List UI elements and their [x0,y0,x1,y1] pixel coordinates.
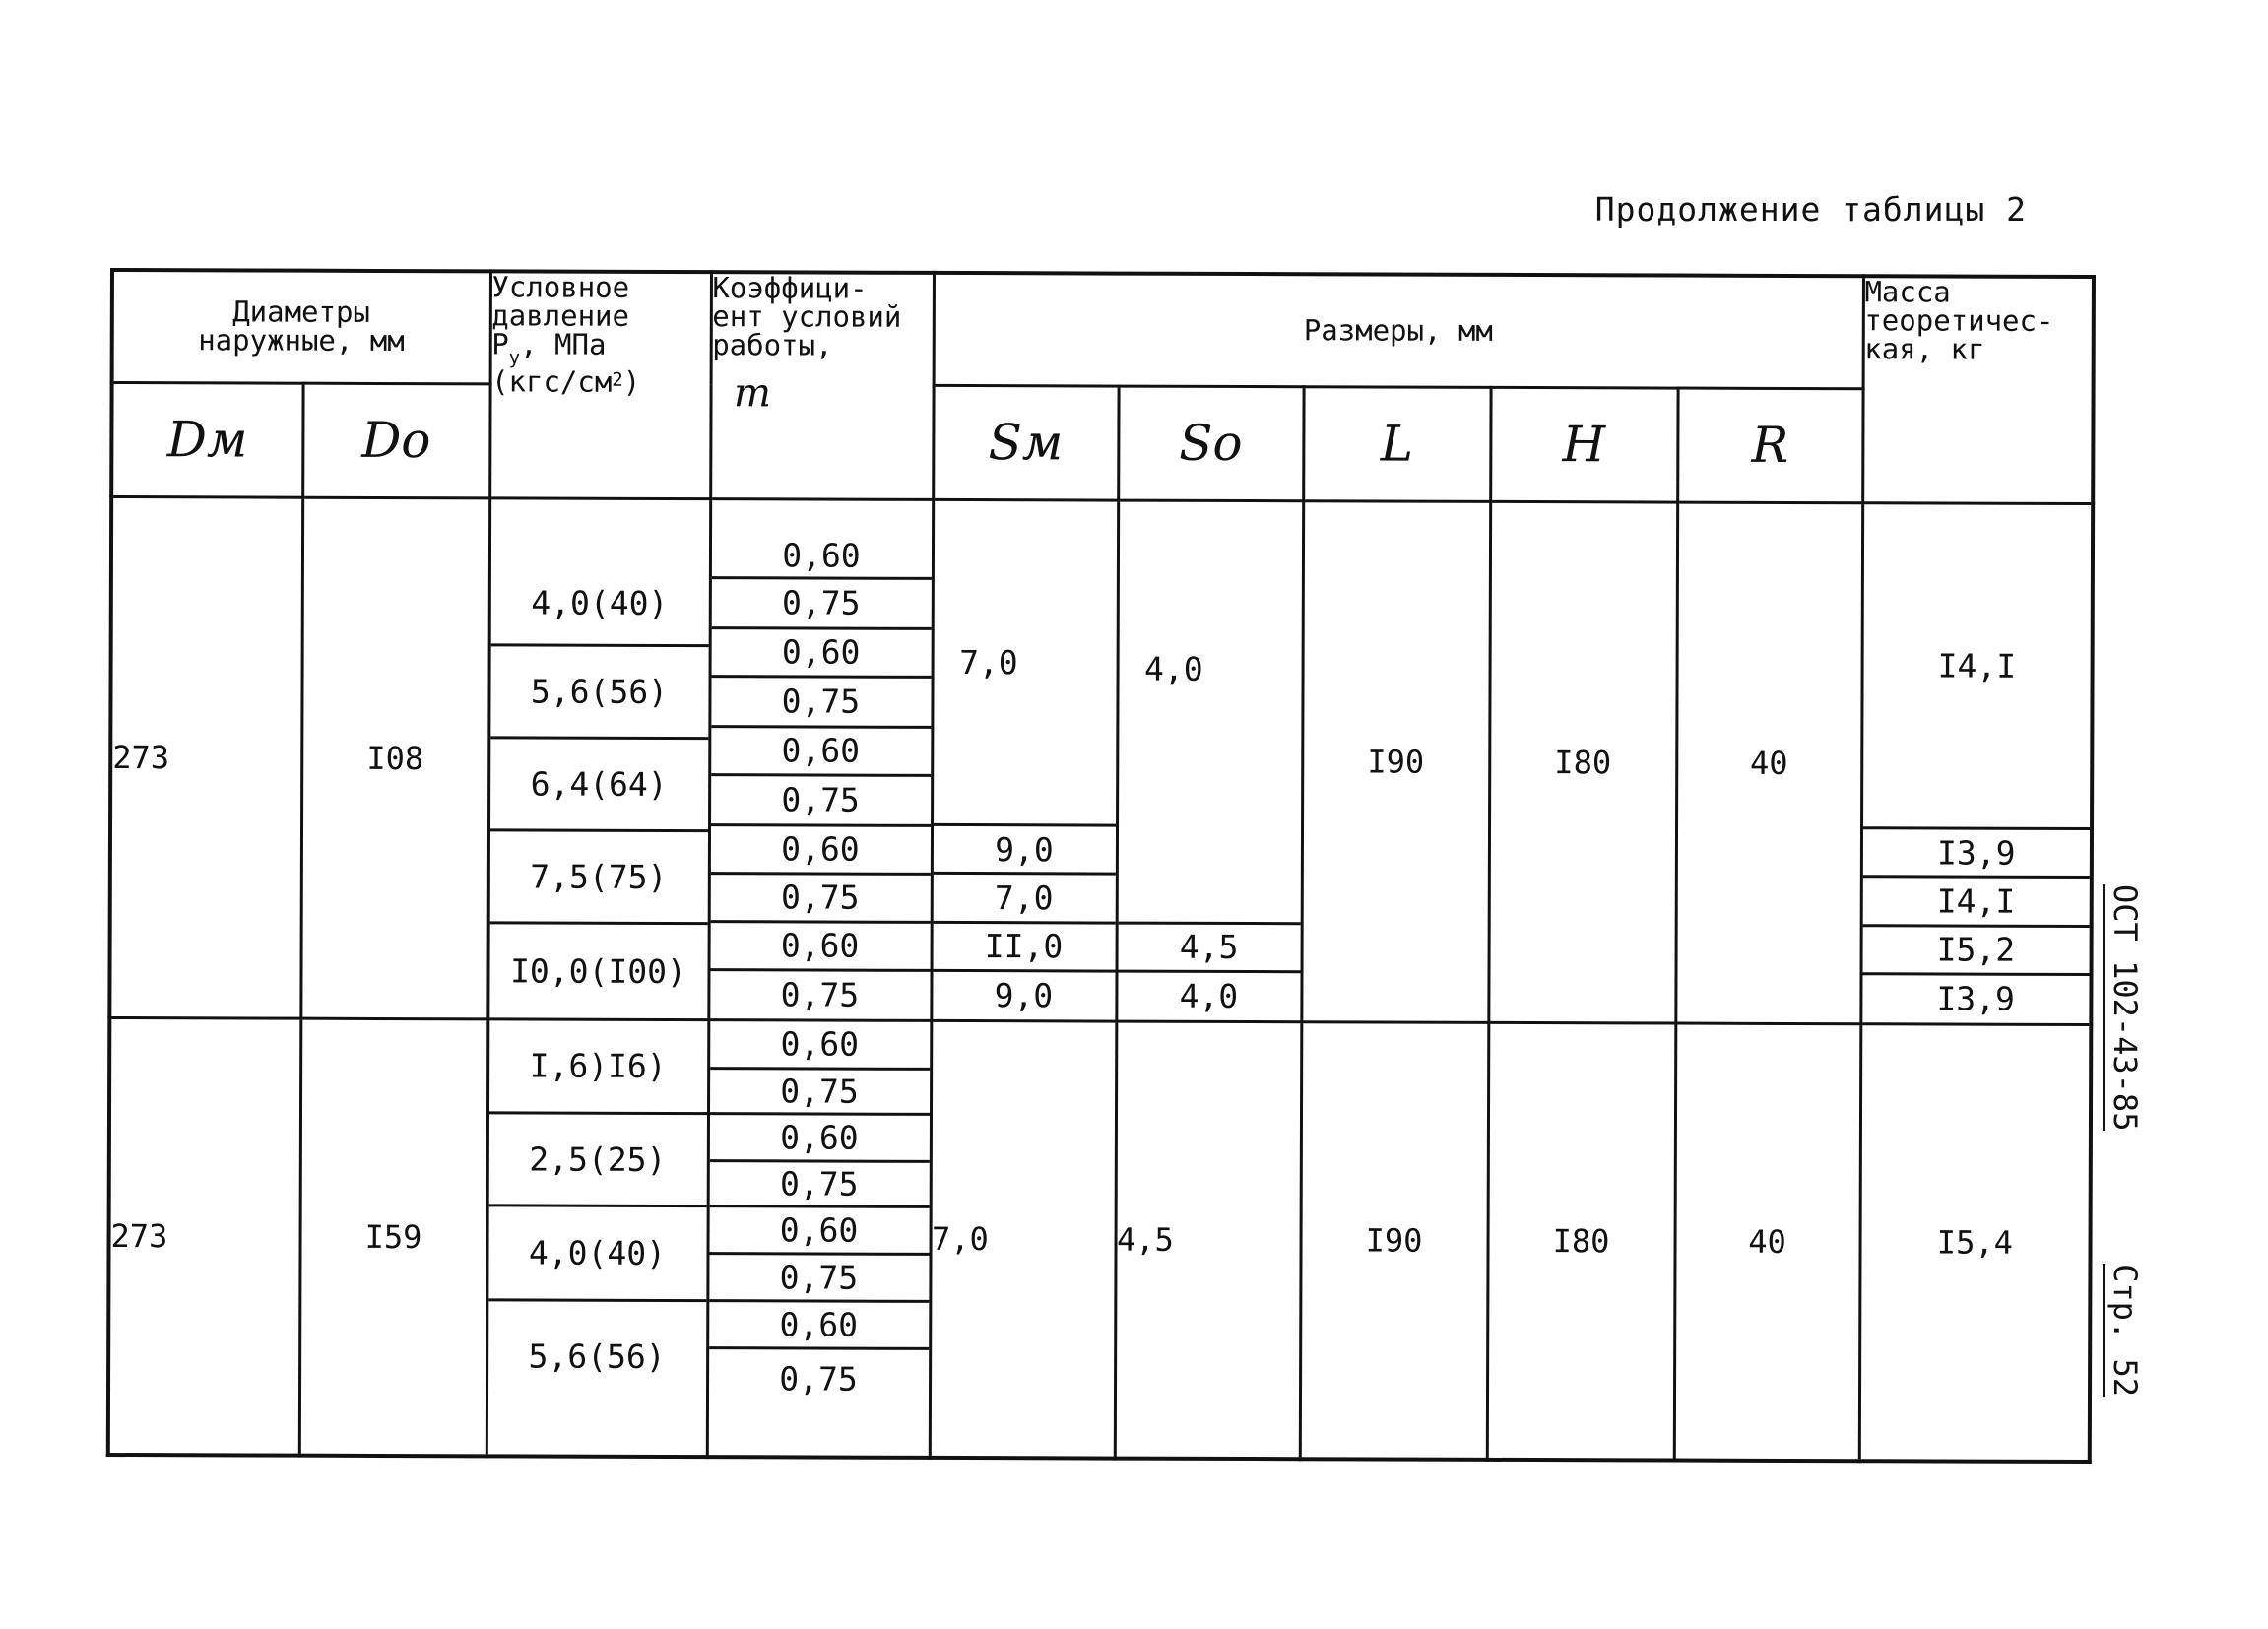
coefficient-symbol: m [733,370,772,417]
group1-r: 40 [1675,502,1862,1024]
header-do: Dо [302,383,489,498]
header-coefficient: Коэффици- ент условий работы, m [710,272,934,499]
group1-pressures [487,497,710,1019]
group1-sm [931,499,1118,1021]
pressure-cell: 6,4(64) [490,738,708,831]
coef-cell: 0,75 [779,1359,858,1399]
header-dm: Dм [111,382,302,497]
table-container [106,268,2092,1441]
sm-cell: 7,0 [934,500,1117,825]
group1-h: I80 [1488,501,1677,1023]
page-number: Стр. 52 [2103,1264,2144,1397]
header-sizes: Размеры, мм [934,273,1863,388]
coef-cell: 0,75 [710,874,930,923]
so-cell: 4,5 [1118,923,1300,972]
sm-cell: II,0 [933,922,1115,971]
header-pressure: Условное давление $Р_у$, МПа $(кгс/см^2)$ [489,271,711,498]
mass-cell: I5,2 [1862,925,2090,974]
pressure-cell: 2,5(25) [488,1113,706,1206]
standard-code: ОСТ 102-43-85 [2103,884,2144,1131]
mass-cell: I4,I [1862,877,2090,926]
group1-so [1116,500,1303,1022]
header-so: Sо [1118,386,1303,501]
coef-cell: 0,60 [710,825,930,875]
mass-cell: I3,9 [1936,979,2016,1018]
pressure-cell: 5,6(56) [490,645,708,739]
pressure-cell: 7,5(75) [489,830,707,924]
coef-cell: 0,75 [710,1069,930,1115]
group2-h: I80 [1487,1022,1676,1460]
so-cell: 4,0 [1118,501,1301,923]
coef-cell: 0,75 [711,676,931,727]
group2-pressures [486,1018,709,1456]
coef-cell: 0,60 [710,922,930,971]
group1-l: I90 [1301,500,1490,1022]
table-caption: Продолжение таблицы 2 [1594,190,2027,228]
coef-cell: 0,60 [711,727,931,776]
coef-cell: 0,60 [709,1301,929,1349]
document-code-label [2102,884,2145,1397]
sm-cell: 9,0 [933,825,1115,875]
header-h: H [1490,387,1677,502]
table-row [108,1017,2092,1462]
group2-dm: 273 [108,1017,301,1455]
pressure-cell: I,6)I6) [489,1020,707,1114]
header-sm: Sм [933,385,1118,500]
header-r: R [1677,388,1862,503]
group2-coefficients [707,1019,932,1457]
group1-mass [1860,502,2093,1024]
coef-cell: 0,60 [709,1206,929,1255]
group2-r: 40 [1674,1023,1861,1461]
group2-do: I59 [299,1018,488,1456]
group2-so: 4,5 [1115,1021,1302,1459]
coef-cell: 0,75 [711,577,931,628]
pressure-cell: I0,0(I00) [510,951,686,991]
coef-cell: 0,75 [709,1161,929,1207]
coef-cell: 0,60 [711,628,931,678]
group2-l: I90 [1300,1021,1489,1459]
coef-cell: 0,60 [710,1021,930,1070]
header-mass: Масса теоретичес- кая, кг [1862,276,2094,503]
coef-cell: 0,60 [709,1114,929,1162]
group2-sm: 7,0 [930,1020,1117,1458]
data-table [106,268,2096,1464]
header-diameters: Диаметры наружные, мм [112,270,490,383]
group1-do: I08 [300,497,489,1019]
pressure-cell: 5,6(56) [528,1336,666,1376]
coef-cell: 0,75 [780,975,860,1014]
group1-dm: 273 [109,496,302,1018]
group1-coefficients [708,498,933,1020]
mass-cell: I3,9 [1862,828,2090,878]
so-cell: 4,0 [1179,976,1239,1016]
coef-cell: 0,75 [709,1254,929,1302]
header-l: L [1303,386,1490,501]
sm-cell: 7,0 [933,874,1115,923]
coef-cell: 0,75 [711,775,931,826]
mass-cell: I4,I [1863,504,2092,829]
table-row [109,496,2093,1024]
sm-cell: 9,0 [994,976,1054,1015]
pressure-cell: 4,0(40) [488,1205,706,1301]
pressure-cell: 4,0(40) [490,499,709,646]
coef-cell: 0,60 [711,500,931,579]
group2-mass: I5,4 [1859,1023,2092,1461]
